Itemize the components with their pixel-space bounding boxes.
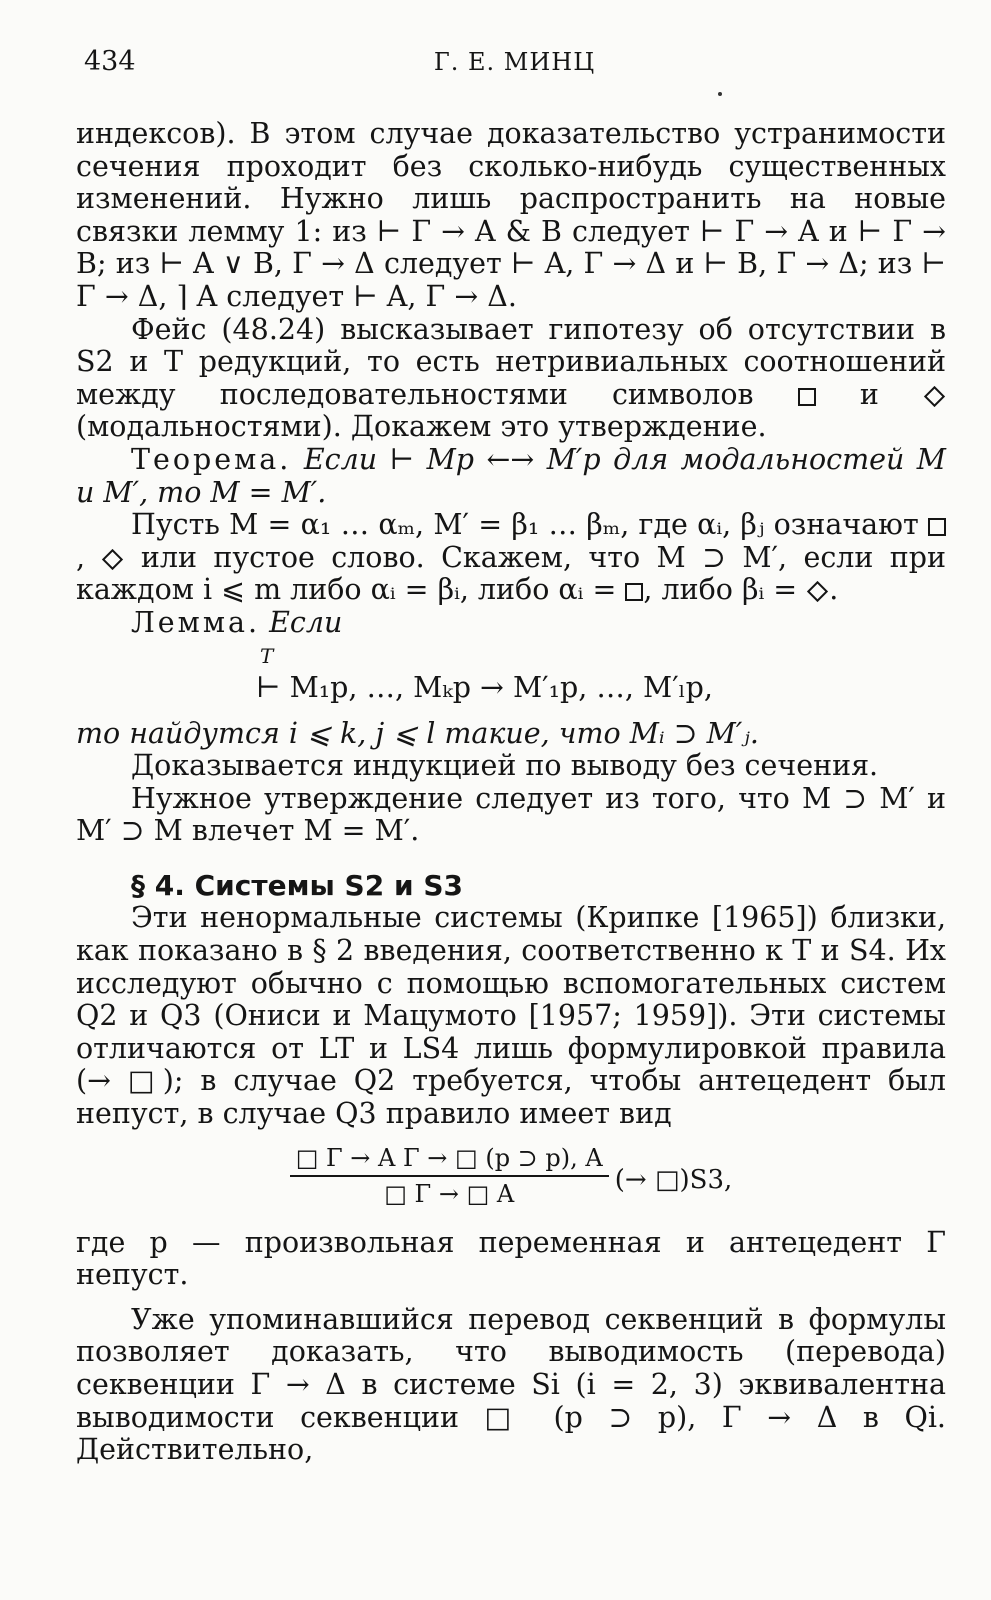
possibility-diamond-icon: [102, 549, 123, 570]
theorem-label: Теорема.: [131, 442, 292, 476]
running-head: Г. Е. МИНЦ: [433, 48, 596, 76]
lemma-conclusion: то найдутся i ⩽ k, j ⩽ l такие, что Mᵢ ⊃ M′ⱼ.: [76, 716, 759, 750]
lemma-formula-superscript: T: [260, 643, 274, 668]
page-header: [78, 44, 951, 84]
lemma: Лемма. Если: [131, 605, 343, 639]
lemma-formula: [76, 643, 946, 712]
necessity-box-icon: [625, 583, 643, 601]
paragraph-definition: Пусть M = α₁ … αₘ, M′ = β₁ … βₘ, где αᵢ, βⱼ означают , или пустое слово. Скажем, что M ⊃ M′, если при каждом i ⩽ m либо αᵢ = βᵢ, либо αᵢ = , либо βᵢ = .: [76, 508, 947, 607]
section-title: § 4. Системы S2 и S3: [131, 868, 463, 902]
paragraph-continuation: индексов). В этом случае доказательство устранимости сечения проходит без сколько-нибудь существенных изменений. Нужно лишь распространить на новые связки лемму 1: из ⊢ Γ → A & B следует ⊢ Γ → A и ⊢ Γ → B; из ⊢ A ∨ B, Γ → Δ следует ⊢ A, Γ → Δ и ⊢ B, Γ → Δ; из ⊢ Γ → Δ, ⌉ A следует ⊢ A, Γ → Δ.: [76, 117, 946, 313]
lemma-formula-text: ⊢ M₁p, …, Mₖp → M′₁p, …, M′ₗp,: [256, 670, 713, 704]
paragraph-rule-note: где p — произвольная переменная и антецедент Γ непуст.: [76, 1225, 946, 1292]
paragraph-conclusion: Нужное утверждение следует из того, что M ⊃ M′ и M′ ⊃ M влечет M = M′.: [76, 781, 946, 848]
rule-conclusion: □ Γ → □ A: [384, 1179, 515, 1208]
rule-fraction: [290, 1143, 609, 1209]
possibility-diamond-icon: [924, 386, 945, 407]
theorem-statement: Если ⊢ Mp ←→ M′p для модальностей M и M′, то M = M′.: [76, 442, 946, 509]
print-speck: [718, 92, 722, 96]
paragraph-proof: Доказывается индукцией по выводу без сечения.: [131, 749, 879, 783]
page-number: 434: [84, 46, 136, 77]
paragraph-feys: Фейс (48.24) высказывает гипотезу об отсутствии в S2 и T редукций, то есть нетривиальных соотношений между последовательностями символов и (модальностями). Докажем это утверждение.: [76, 312, 946, 444]
page-body: [76, 118, 946, 1467]
paragraph-translation: Уже упоминавшийся перевод секвенций в формулы позволяет доказать, что выводимость (перевода) секвенции Γ → Δ в системе Si (i = 2, 3) эквивалентна выводимости секвенции □ (p ⊃ p), Γ → Δ в Qi. Действительно,: [76, 1302, 946, 1467]
necessity-box-icon: [798, 388, 816, 406]
possibility-diamond-icon: [807, 581, 828, 602]
rule-premises: □ Γ → A Γ → □ (p ⊃ p), A: [290, 1143, 609, 1177]
paragraph-systems: Эти ненормальные системы (Крипке [1965]) близки, как показано в § 2 введения, соответственно к T и S4. Их исследуют обычно с помощью вспомогательных систем Q2 и Q3 (Ониси и Мацумото [1957; 1959]). Эти системы отличаются от LT и LS4 лишь формулировкой правила (→ □); в случае Q2 требуется, чтобы антецедент был непуст, в случае Q3 правило имеет вид: [76, 901, 946, 1131]
theorem: [76, 444, 946, 509]
inference-rule: [76, 1143, 946, 1209]
rule-name: (→ □)S3,: [614, 1165, 733, 1196]
necessity-box-icon: [928, 518, 946, 536]
lemma-label: Лемма.: [131, 605, 261, 639]
